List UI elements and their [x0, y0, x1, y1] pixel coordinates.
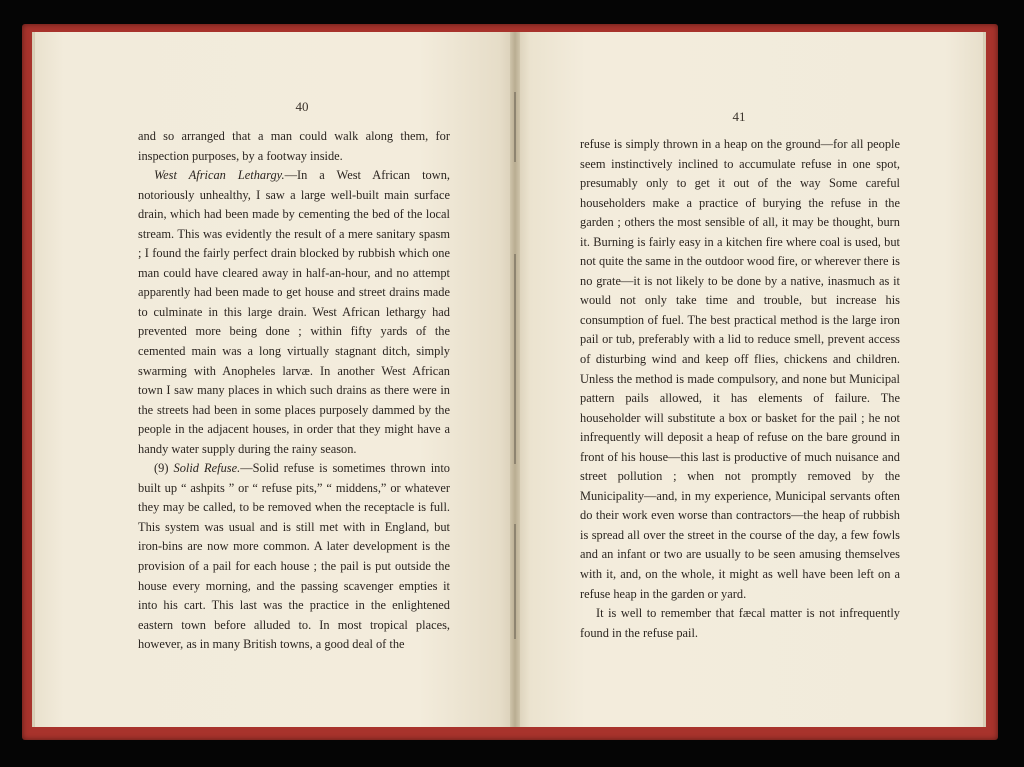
page-number-right: 41 [732, 109, 746, 124]
paragraph: (9) Solid Refuse.—Solid refuse is sometimes thrown into built up “ ashpits ” or “ refuse pits,” “ middens,” or whatever they may be called, to be removed when the receptacle is full. This system was usual and is still met with in England, but iron-bins are now more common. A later development is the provision of a pail for each house ; the pail is put outside the house every morning, and the passing scavenger empties it into his cart. This last was the practice in the enlightened eastern town before alluded to. In most tropical places, however, as in many British towns, a good deal of the [138, 461, 450, 652]
paragraph: and so arranged that a man could walk along them, for inspection purposes, by a footway inside. [138, 129, 450, 163]
left-page-text [138, 127, 450, 655]
paragraph: West African Lethargy.—In a West African town, notoriously unhealthy, I saw a large well-built main surface drain, which had been made by cementing the bed of the local stream. This was evidently the result of a mere sanitary spasm ; I found the fairly perfect drain blocked by rubbish which one man could have cleared away in half-an-hour, and no attempt apparently had been made to get house and street drains made to culminate in this large drain. West African lethargy had prevented more being done ; within fifty yards of the cemented main was a long virtually stagnant ditch, simply swarming with Anopheles larvæ. In another West African town I saw many places in which such drains as there were in the streets had been in some places purposely dammed by the people in the adjacent houses, in order that they might have a handy water supply during the rainy season. [138, 168, 450, 456]
binding-stitch [514, 524, 516, 639]
right-page [516, 32, 986, 727]
binding-stitch [514, 254, 516, 464]
left-page [32, 32, 514, 727]
section-heading: West African Lethargy. [154, 168, 285, 183]
paragraph: refuse is simply thrown in a heap on the ground—for all people seem instinctively inclined to accumulate refuse in one spot, presumably only to get it out of the way Some careful householders make a practice of burying the refuse in the garden ; others the most sensible of all, it may be thought, burn it. Burning is fairly easy in a kitchen fire where coal is used, but not quite the same in the outdoor wood fire, or wherever there is no grate—it is not likely to be done by a native, inasmuch as it would not only take time and trouble, but increase his consumption of fuel. The best practical method is the large iron pail or tub, preferably with a lid to reduce smell, prevent access of disturbing wind and keep off flies, chickens and children. Unless the method is made compulsory, and none but Municipal pattern pails allowed, it has elements of failure. The householder will substitute a box or basket for the pail ; he not infrequently will deposit a heap of refuse on the bare ground in front of his house—this last is productive of much nuisance and street pollution ; when not promptly removed by the Municipality—and, in my experience, Municipal servants often do their work even worse than contractors—the heap of rubbish is spread all over the street in the course of the day, a few fowls and an infant or two are usually to be seen amusing themselves with it, and, on the whole, it might as well have been left on a refuse heap in the garden or yard. [580, 137, 900, 601]
book [22, 24, 998, 740]
paragraph: It is well to remember that fæcal matter is not infrequently found in the refuse pail. [580, 606, 900, 640]
section-heading: Solid Refuse. [173, 461, 241, 476]
binding-stitch [514, 92, 516, 162]
page-number-left: 40 [295, 99, 309, 114]
right-page-text [580, 135, 900, 643]
